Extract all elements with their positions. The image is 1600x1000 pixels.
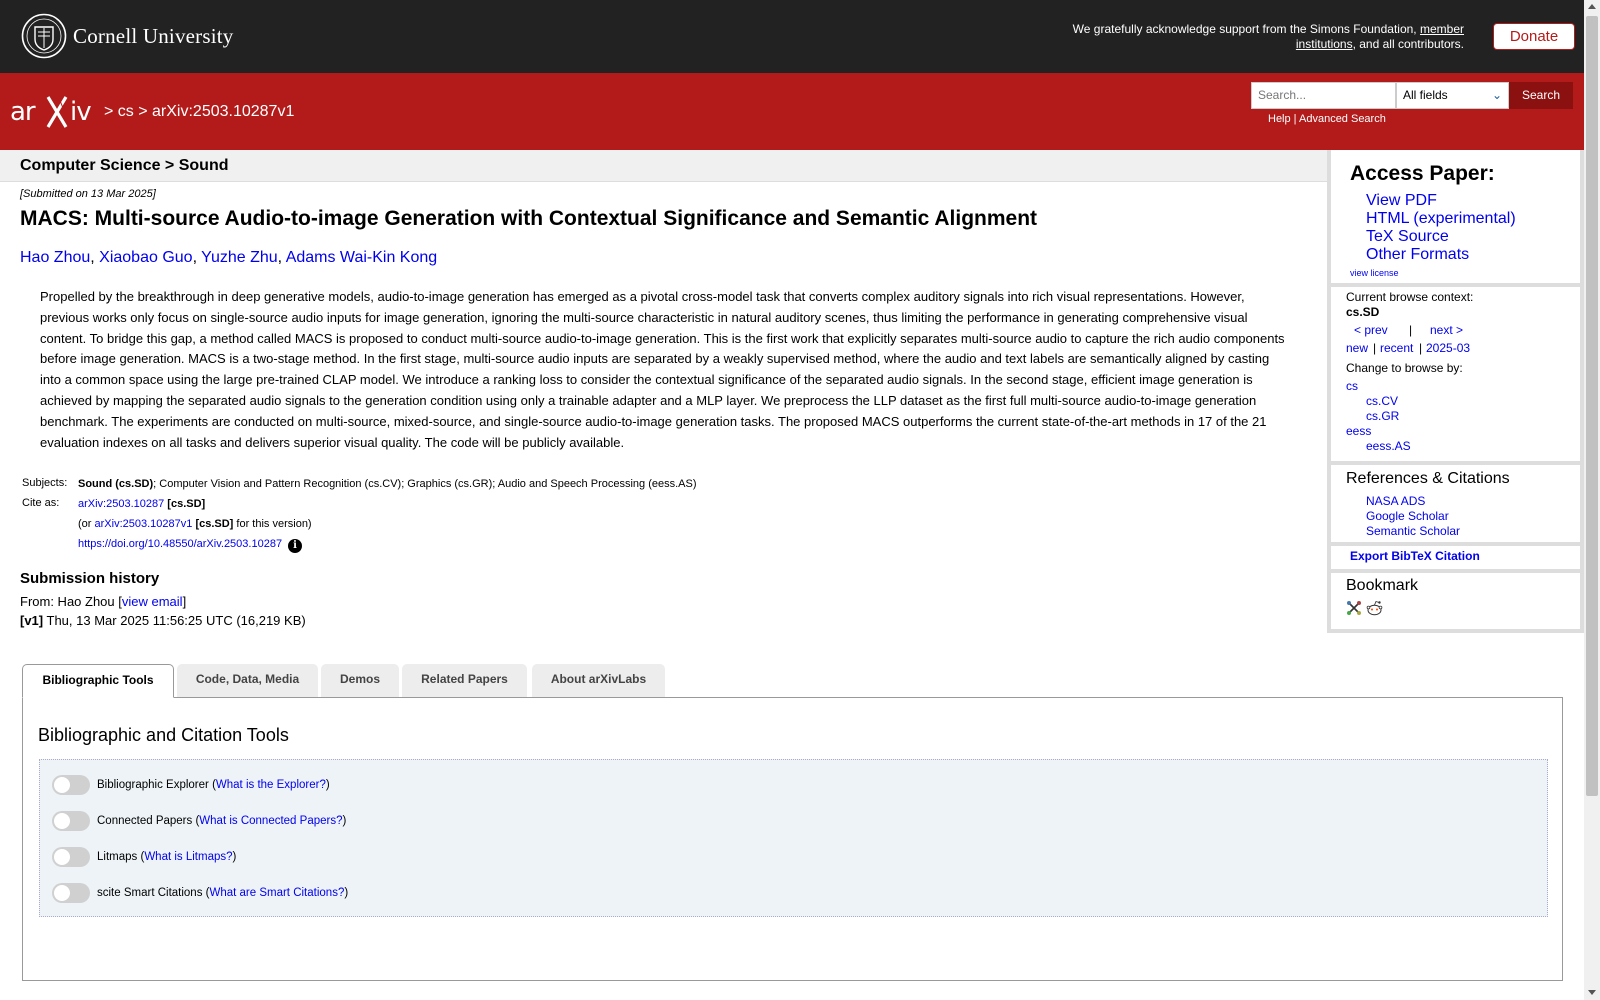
browse-eess-link[interactable]: eess	[1346, 424, 1372, 438]
svg-text:ar: ar	[10, 97, 35, 127]
subjects-row	[20, 477, 697, 491]
subjects-label: Subjects:	[22, 477, 68, 489]
cite-row: Cite as: arXiv:2503.10287 [cs.SD] (or arXiv:2503.10287v1 [cs.SD] for this version) https://doi.org/10.48550/arXiv.2503.10287 i	[20, 497, 697, 559]
author-link[interactable]: Yuzhe Zhu	[201, 249, 278, 266]
breadcrumb[interactable]: > cs > arXiv:2503.10287v1	[104, 103, 295, 120]
subject-header-text: Computer Science > Sound	[20, 157, 229, 174]
tab-related-papers[interactable]: Related Papers	[402, 664, 527, 697]
browse-cs-link[interactable]: cs	[1346, 379, 1358, 393]
references-title: References & Citations	[1346, 470, 1510, 487]
sidebar-divider	[1331, 461, 1580, 465]
member-institutions-link[interactable]: member institutions	[1295, 22, 1464, 51]
abstract: Propelled by the breakthrough in deep generative models, audio-to-image generation has emerged as a pivotal cross-model task that converts complex auditory signals into rich visual representations. However, previous works only focus on single-source audio inputs for image generation, ignoring the multi-source characteristic in natural auditory scenes, thus limiting the performance in generating comprehensive visual content. To bridge this gap, a method called MACS is proposed to conduct multi-source audio-to-image generation. This is the first work that explicitly separates multi-source audio to capture the rich audio components before image generation. MACS is a two-stage method. In the first stage, multi-source audio inputs are separated by a weakly supervised method, where the audio and text labels are semantically aligned by casting into a common space using the large pre-trained CLAP model. We introduce a ranking loss to consider the contextual significance of the separated audio signals. In the second stage, efficient image generation is achieved by mapping the separated audio signals to the generation condition using only a trainable adapter and a MLP layer. We preprocess the LLP dataset as the first full multi-source audio-to-image generation benchmark. The experiments are conducted on multi-source, mixed-source, and single-source audio-to-image generation tasks. The proposed MACS outperforms the current state-of-the-art methods in 17 of the 21 evaluation indexes on all tasks and delivers superior visual quality. The code will be publicly available.	[40, 289, 1285, 450]
arxiv-header	[0, 73, 1584, 150]
other-subjects: ; Computer Vision and Pattern Recognition (cs.CV); Graphics (cs.GR); Audio and Speech Processing (eess.AS)	[153, 478, 697, 490]
scroll-thumb[interactable]	[1586, 16, 1598, 796]
support-text: We gratefully acknowledge support from the Simons Foundation, member institutions, and all contributors.	[1072, 22, 1464, 51]
submission-history-title: Submission history	[20, 570, 160, 587]
cornell-header	[0, 0, 1584, 73]
new-link[interactable]: new	[1346, 341, 1369, 355]
search-help-links: Help | Advanced Search	[1268, 113, 1386, 125]
submission-from: From: Hao Zhou [view email]	[20, 594, 187, 609]
cornell-seal-icon	[21, 13, 67, 59]
scrollbar[interactable]	[1584, 0, 1600, 1000]
bibsonomy-icon[interactable]	[1346, 600, 1362, 616]
search-input[interactable]: Search...	[1251, 82, 1396, 109]
recent-link[interactable]: recent	[1380, 341, 1414, 355]
author-link[interactable]: Adams Wai-Kin Kong	[285, 249, 438, 266]
browse-context-label: Current browse context:	[1346, 290, 1474, 304]
browse-eessas-link[interactable]: eess.AS	[1366, 439, 1411, 453]
panel-title: Bibliographic and Citation Tools	[38, 725, 289, 745]
scroll-down-icon[interactable]	[1588, 990, 1596, 995]
connected-papers-help-link[interactable]: What is Connected Papers?	[199, 815, 343, 827]
tool-row-bibliographic-explorer: Bibliographic Explorer ( What is the Explorer? )	[52, 775, 330, 795]
browse-cscv-link[interactable]: cs.CV	[1366, 394, 1399, 408]
nasa-ads-link[interactable]: NASA ADS	[1366, 494, 1426, 508]
reddit-icon[interactable]	[1366, 600, 1383, 616]
view-pdf-link[interactable]: View PDF	[1366, 192, 1437, 209]
next-link[interactable]: next >	[1430, 323, 1464, 337]
tools-list	[39, 759, 1548, 917]
browse-context: cs.SD	[1346, 305, 1380, 319]
bookmark-icons	[1346, 600, 1383, 616]
tool-row-litmaps: Litmaps ( What is Litmaps? )	[52, 847, 236, 867]
tool-row-scite: scite Smart Citations ( What are Smart Citations? )	[52, 883, 348, 903]
scite-help-link[interactable]: What are Smart Citations?	[209, 887, 345, 899]
month-link[interactable]: 2025-03	[1426, 341, 1471, 355]
bibliographic-explorer-toggle[interactable]	[52, 775, 90, 795]
doi-link[interactable]: https://doi.org/10.48550/arXiv.2503.10287	[78, 538, 283, 550]
cite-label: Cite as:	[22, 497, 60, 509]
chevron-down-icon: ⌄	[1491, 88, 1502, 102]
submission-dateline: [Submitted on 13 Mar 2025]	[20, 188, 156, 200]
version-link[interactable]: [v1]	[20, 613, 44, 628]
tab-panel	[22, 697, 1563, 981]
sidebar: Access Paper: View PDF HTML (experimental) TeX Source Other Formats view license Current browse context: cs.SD < prev | next > new | recent | 2025-03 Change to browse by: cs cs.CV cs.GR eess eess.AS References & Citations NASA ADS Google Scholar Semantic Scholar Export BibTeX Citation Bookmark	[1327, 150, 1584, 633]
tex-source-link[interactable]: TeX Source	[1366, 228, 1449, 245]
cite-id-link[interactable]: arXiv:2503.10287	[78, 498, 165, 510]
arxiv-logo-icon[interactable]	[10, 91, 100, 131]
svg-text:iv: iv	[70, 97, 91, 127]
change-browse-label: Change to browse by:	[1346, 361, 1463, 375]
tab-about-arxivlabs[interactable]: About arXivLabs	[532, 664, 665, 697]
tab-demos[interactable]: Demos	[321, 664, 399, 697]
cornell-logo[interactable]	[21, 13, 234, 59]
advanced-search-link[interactable]: Advanced Search	[1299, 113, 1386, 125]
search-field-select[interactable]: All fields ⌄	[1396, 82, 1509, 109]
view-license-link[interactable]: view license	[1350, 268, 1399, 278]
author-link[interactable]: Hao Zhou	[20, 249, 91, 266]
access-paper-title: Access Paper:	[1350, 162, 1495, 185]
scite-toggle[interactable]	[52, 883, 90, 903]
tab-code-data-media[interactable]: Code, Data, Media	[177, 664, 318, 697]
litmaps-toggle[interactable]	[52, 847, 90, 867]
search-button[interactable]: Search	[1509, 82, 1573, 109]
prev-link[interactable]: < prev	[1354, 323, 1388, 337]
cornell-name: Cornell University	[73, 23, 234, 48]
authors: Hao Zhou, Xiaobao Guo, Yuzhe Zhu, Adams Wai-Kin Kong	[20, 249, 438, 266]
tab-bibliographic-tools[interactable]: Bibliographic Tools	[22, 664, 174, 698]
sidebar-divider	[1331, 569, 1580, 573]
export-bibtex-link[interactable]: Export BibTeX Citation	[1350, 549, 1480, 563]
author-link[interactable]: Xiaobao Guo	[99, 249, 193, 266]
sidebar-divider	[1331, 283, 1580, 287]
info-icon[interactable]: i	[288, 539, 302, 553]
sidebar-divider	[1331, 542, 1580, 546]
subject-header	[0, 150, 1327, 182]
scroll-up-icon[interactable]	[1588, 4, 1596, 9]
cite-version-link[interactable]: arXiv:2503.10287v1	[94, 518, 193, 530]
help-link[interactable]: Help	[1268, 113, 1291, 125]
tool-row-connected-papers: Connected Papers ( What is Connected Papers? )	[52, 811, 346, 831]
donate-button[interactable]: Donate	[1493, 23, 1575, 50]
other-formats-link[interactable]: Other Formats	[1366, 246, 1470, 263]
bookmark-title: Bookmark	[1346, 577, 1419, 594]
google-scholar-link[interactable]: Google Scholar	[1366, 509, 1449, 523]
semantic-scholar-link[interactable]: Semantic Scholar	[1366, 524, 1461, 538]
view-email-link[interactable]: view email	[121, 594, 183, 609]
primary-subject: Sound (cs.SD)	[78, 478, 154, 490]
connected-papers-toggle[interactable]	[52, 811, 90, 831]
html-experimental-link[interactable]: HTML (experimental)	[1366, 210, 1516, 227]
browse-csgr-link[interactable]: cs.GR	[1366, 409, 1400, 423]
metadata-table	[20, 477, 697, 565]
submission-version-v1: [v1] Thu, 13 Mar 2025 11:56:25 UTC (16,219 KB)	[20, 613, 306, 628]
explorer-help-link[interactable]: What is the Explorer?	[215, 779, 326, 791]
paper-title: MACS: Multi-source Audio-to-image Generation with Contextual Significance and Semantic Alignment	[20, 207, 1038, 230]
litmaps-help-link[interactable]: What is Litmaps?	[144, 851, 233, 863]
